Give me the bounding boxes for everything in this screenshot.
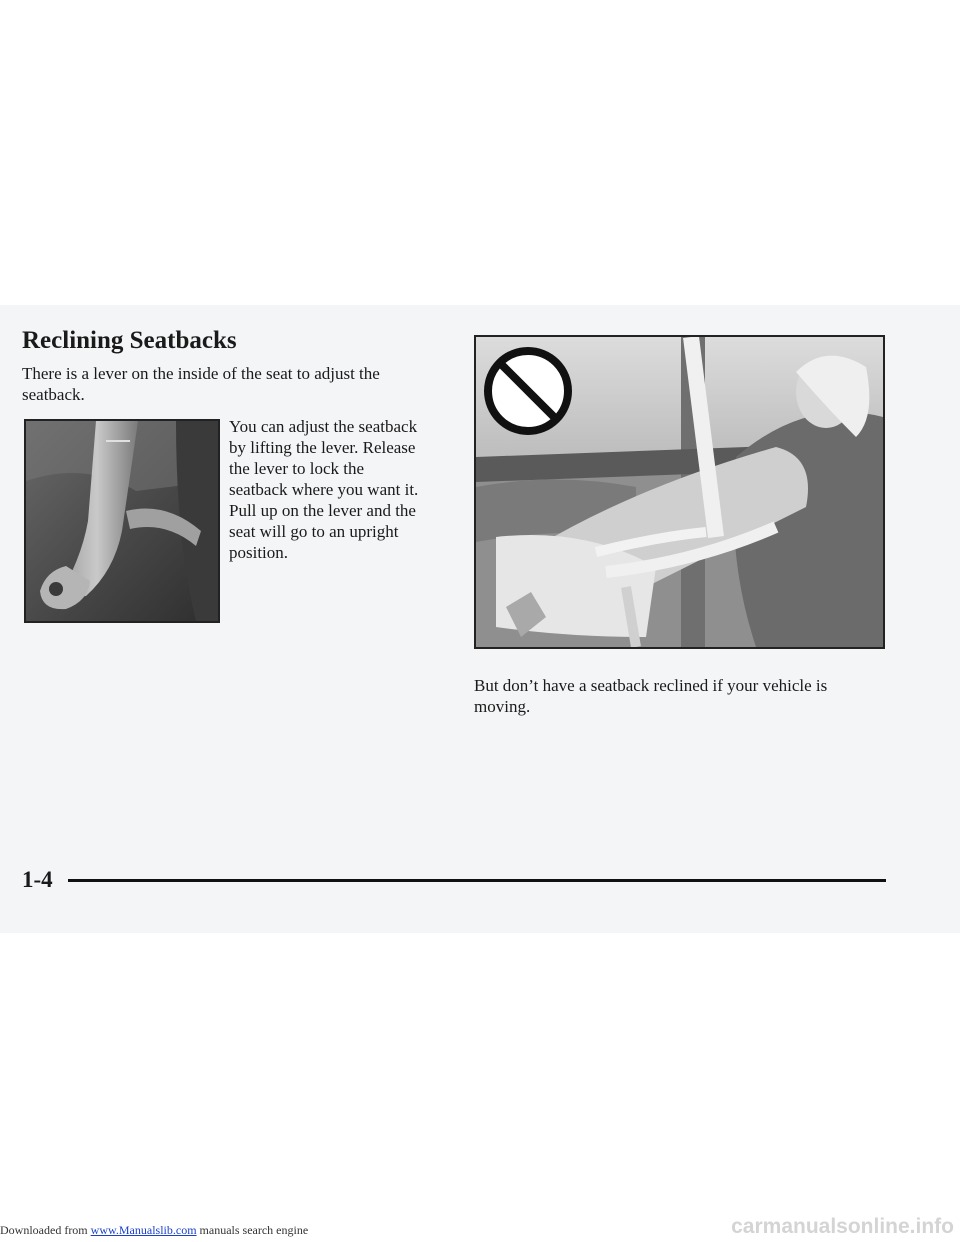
page-number: 1-4 [22, 867, 53, 892]
site-watermark: carmanualsonline.info [731, 1215, 954, 1238]
footer-prefix: Downloaded from [0, 1223, 91, 1237]
lever-instructions: You can adjust the seatback by lifting the lever. Release the lever to lock the seatback where you want it. Pull up on the lever and the seat will go to an upright position. [229, 417, 419, 562]
footer-suffix: manuals search engine [196, 1223, 309, 1237]
intro-paragraph: There is a lever on the inside of the seat to adjust the seatback. [22, 364, 380, 404]
download-footer [0, 1223, 308, 1238]
prohibition-icon [478, 341, 578, 441]
section-heading: Reclining Seatbacks [22, 327, 237, 354]
seatback-lever-illustration [24, 419, 220, 623]
reclined-passenger-illustration [474, 335, 885, 649]
manualslib-link[interactable]: www.Manualslib.com [90, 1223, 197, 1237]
footer-rule [68, 879, 886, 882]
manual-page [0, 305, 960, 933]
warning-caption: But don’t have a seatback reclined if your vehicle is moving. [474, 676, 828, 716]
